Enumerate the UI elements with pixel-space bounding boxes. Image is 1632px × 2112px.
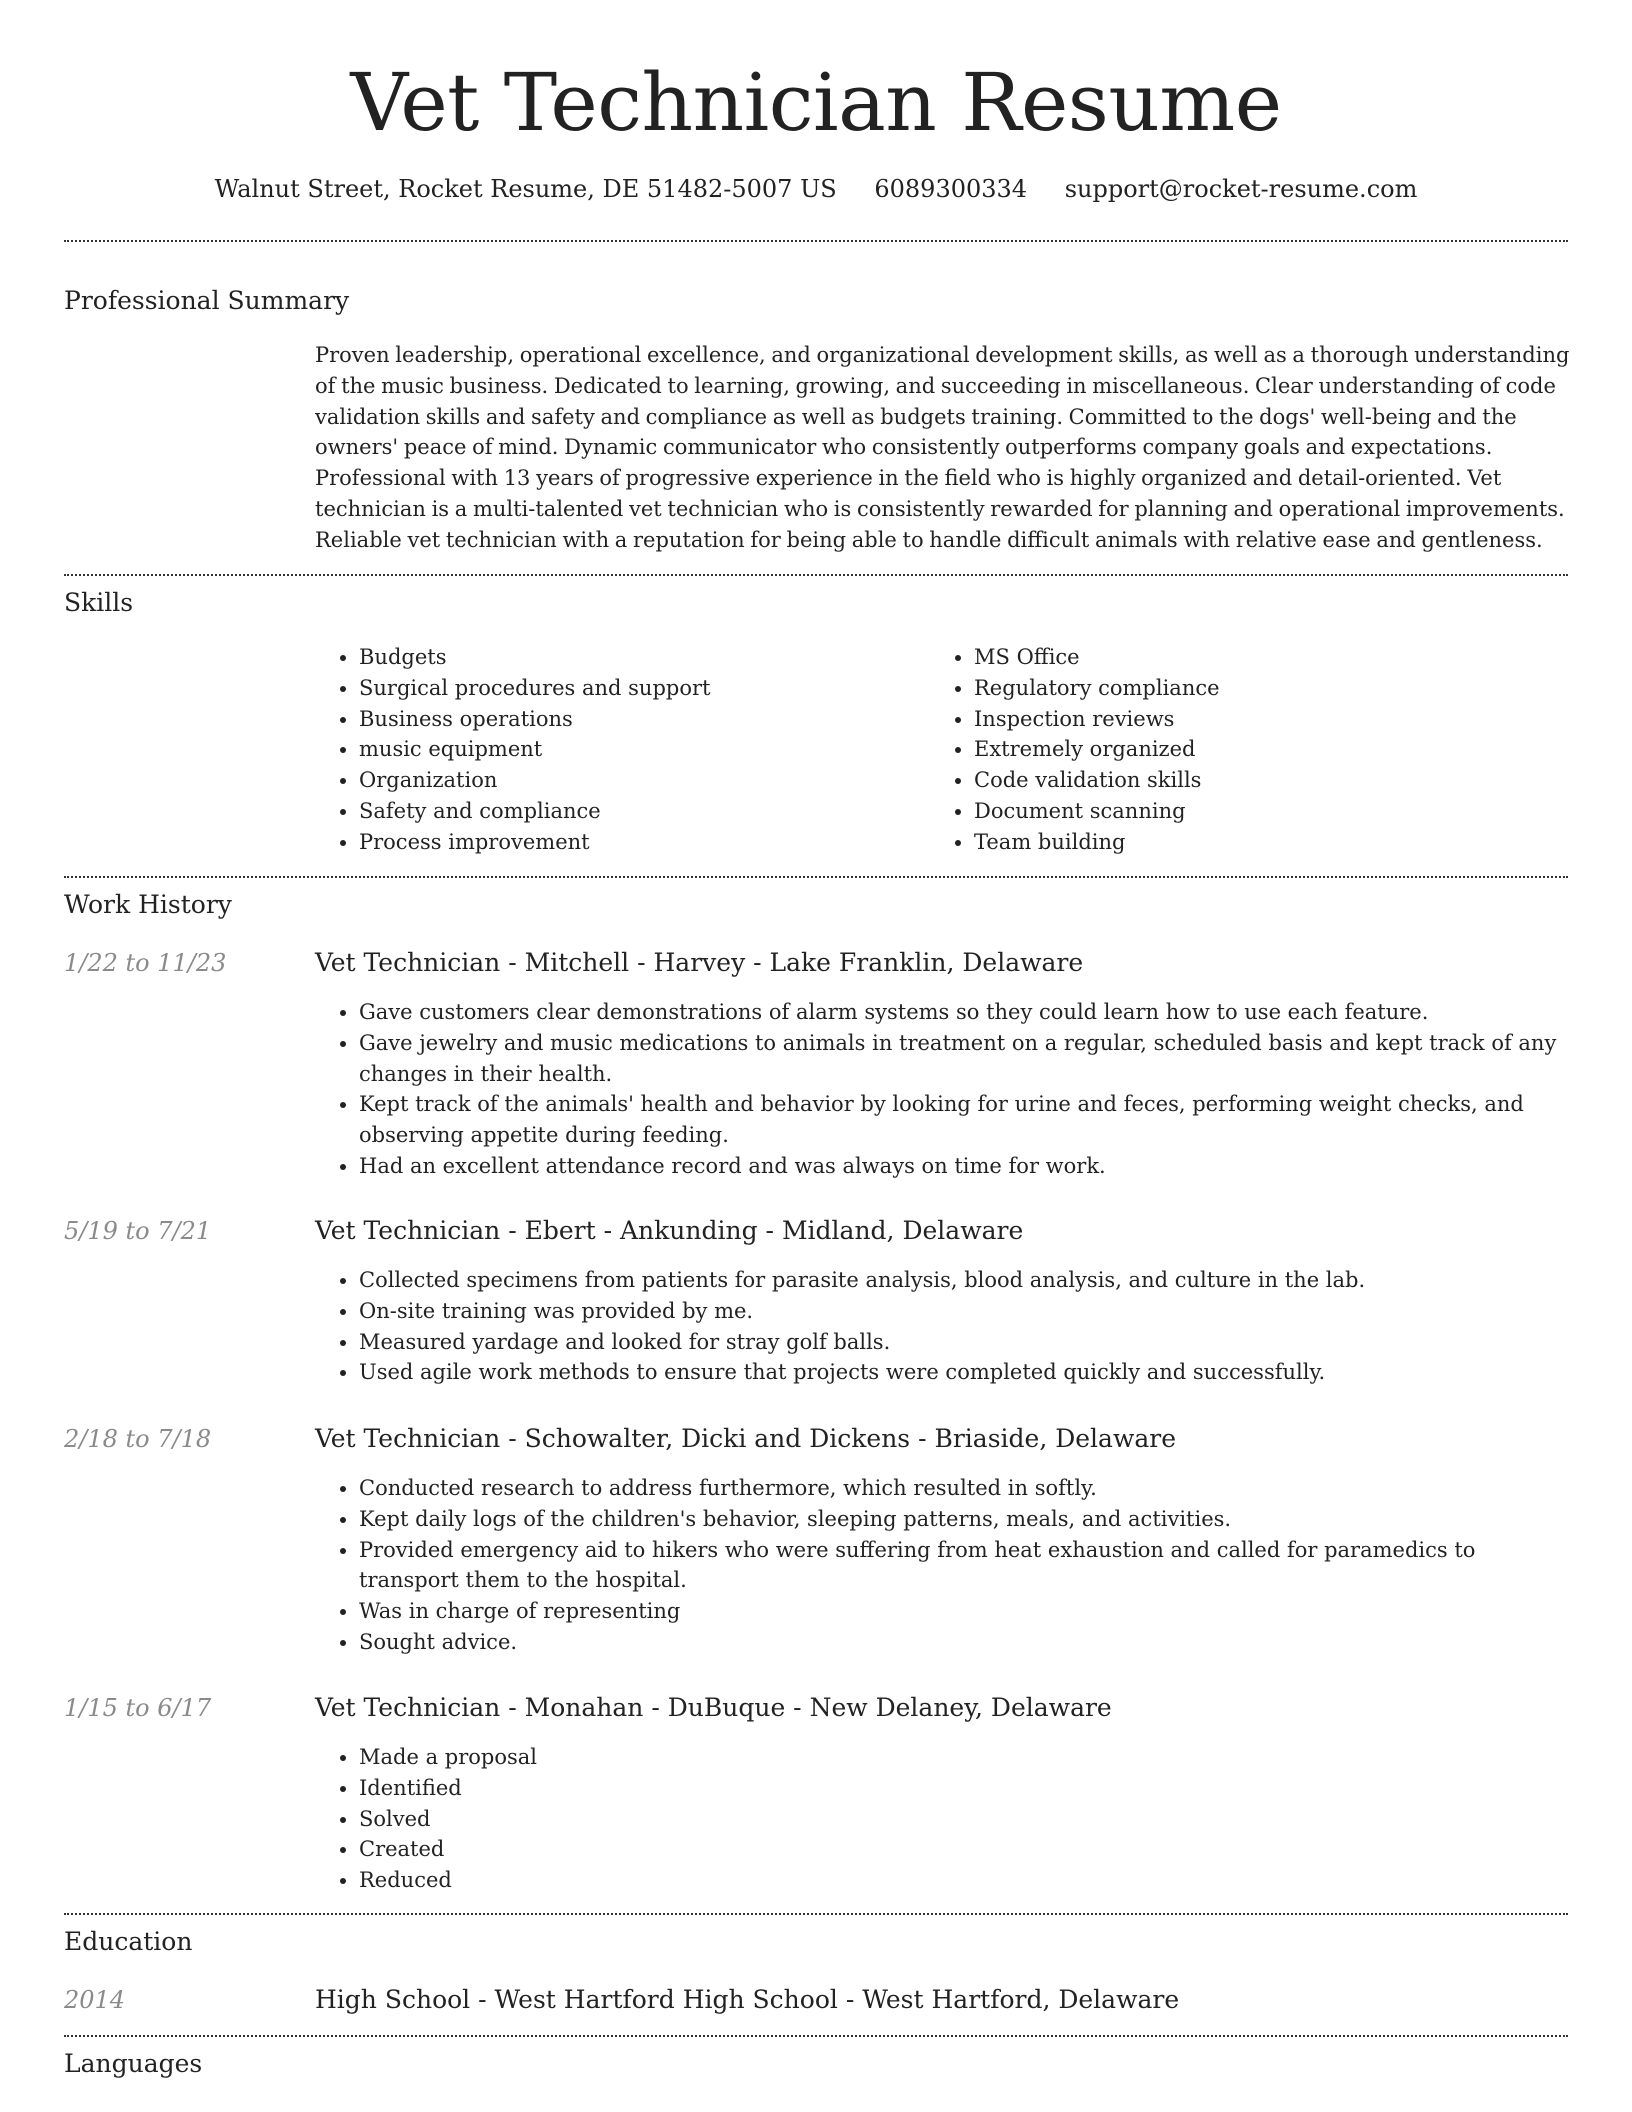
skill-item: • MS Office <box>974 642 1534 673</box>
job-title: Vet Technician - Monahan - DuBuque - New Delaney, Delaware <box>315 1693 1112 1722</box>
skill-item: • Budgets <box>359 642 919 673</box>
education-heading: Education <box>64 1927 193 1956</box>
skills-list-right <box>930 642 1534 858</box>
section-divider <box>64 574 1568 576</box>
skills-heading: Skills <box>64 588 134 617</box>
summary-heading: Professional Summary <box>64 286 350 315</box>
skill-item: • Regulatory compliance <box>974 673 1534 704</box>
skill-item: • Organization <box>359 765 919 796</box>
skill-item: • Process improvement <box>359 827 919 858</box>
contact-line <box>0 170 1632 208</box>
job-bullets <box>315 1742 1579 1896</box>
skill-item: • Business operations <box>359 704 919 735</box>
job-bullet: • Reduced <box>359 1865 1579 1896</box>
job-title: Vet Technician - Mitchell - Harvey - Lake Franklin, Delaware <box>315 948 1084 977</box>
section-divider <box>64 240 1568 242</box>
skill-item: • Extremely organized <box>974 734 1534 765</box>
section-divider <box>64 2035 1568 2037</box>
contact-address: Walnut Street, Rocket Resume, DE 51482-5007 US <box>214 175 837 203</box>
skill-item: • Safety and compliance <box>359 796 919 827</box>
skill-item: • Team building <box>974 827 1534 858</box>
job-bullet: • Created <box>359 1834 1579 1865</box>
section-divider <box>64 1913 1568 1915</box>
job-bullet: • Was in charge of representing <box>359 1596 1579 1627</box>
skill-item: • music equipment <box>359 734 919 765</box>
skills-list-left <box>315 642 919 858</box>
job-bullet: • Kept track of the animals' health and behavior by looking for urine and feces, performing weight checks, and observing appetite during feeding. <box>359 1089 1579 1151</box>
job-bullet: • Provided emergency aid to hikers who were suffering from heat exhaustion and called for paramedics to transport them to the hospital. <box>359 1535 1579 1597</box>
skill-item: • Inspection reviews <box>974 704 1534 735</box>
contact-phone: 6089300334 <box>874 175 1028 203</box>
job-bullet: • Gave jewelry and music medications to animals in treatment on a regular, scheduled basis and kept track of any changes in their health. <box>359 1028 1579 1090</box>
job-bullets <box>315 1265 1579 1388</box>
job-date: 2/18 to 7/18 <box>64 1425 212 1453</box>
job-bullet: • On-site training was provided by me. <box>359 1296 1579 1327</box>
job-bullet: • Had an excellent attendance record and was always on time for work. <box>359 1151 1579 1182</box>
job-title: Vet Technician - Ebert - Ankunding - Midland, Delaware <box>315 1216 1024 1245</box>
job-title: Vet Technician - Schowalter, Dicki and Dickens - Briaside, Delaware <box>315 1424 1177 1453</box>
job-bullets <box>315 997 1579 1182</box>
job-bullets <box>315 1473 1579 1658</box>
summary-text: Proven leadership, operational excellence, and organizational development skills, as well as a thorough understanding of the music business. Dedicated to learning, growing, and succeeding in miscellaneous. Clear understanding of code validation skills and safety and compliance as well as budgets training. Committed to the dogs' well-being and the owners' peace of mind. Dynamic communicator who consistently outperforms company goals and expectations. Professional with 13 years of progressive experience in the field who is highly organized and detail-oriented. Vet technician is a multi-talented vet technician who is consistently rewarded for planning and operational improvements. Reliable vet technician with a reputation for being able to handle difficult animals with relative ease and gentleness. <box>315 343 1570 552</box>
education-date: 2014 <box>64 1986 126 2014</box>
languages-heading: Languages <box>64 2049 203 2078</box>
skill-item: • Document scanning <box>974 796 1534 827</box>
job-bullet: • Gave customers clear demonstrations of alarm systems so they could learn how to use each feature. <box>359 997 1579 1028</box>
job-date: 5/19 to 7/21 <box>64 1217 212 1245</box>
job-date: 1/22 to 11/23 <box>64 949 227 977</box>
contact-email: support@rocket-resume.com <box>1064 175 1418 203</box>
skill-item: • Code validation skills <box>974 765 1534 796</box>
job-bullet: • Measured yardage and looked for stray golf balls. <box>359 1327 1579 1358</box>
job-bullet: • Identified <box>359 1773 1579 1804</box>
education-entry: High School - West Hartford High School - West Hartford, Delaware <box>315 1985 1180 2014</box>
section-divider <box>64 876 1568 878</box>
job-bullet: • Collected specimens from patients for parasite analysis, blood analysis, and culture in the lab. <box>359 1265 1579 1296</box>
job-bullet: • Kept daily logs of the children's behavior, sleeping patterns, meals, and activities. <box>359 1504 1579 1535</box>
job-bullet: • Used agile work methods to ensure that projects were completed quickly and successfully. <box>359 1357 1579 1388</box>
job-bullet: • Made a proposal <box>359 1742 1579 1773</box>
work-history-heading: Work History <box>64 890 232 919</box>
job-date: 1/15 to 6/17 <box>64 1694 212 1722</box>
skill-item: • Surgical procedures and support <box>359 673 919 704</box>
job-bullet: • Conducted research to address furthermore, which resulted in softly. <box>359 1473 1579 1504</box>
job-bullet: • Solved <box>359 1804 1579 1835</box>
resume-title: Vet Technician Resume <box>350 56 1282 149</box>
job-bullet: • Sought advice. <box>359 1627 1579 1658</box>
